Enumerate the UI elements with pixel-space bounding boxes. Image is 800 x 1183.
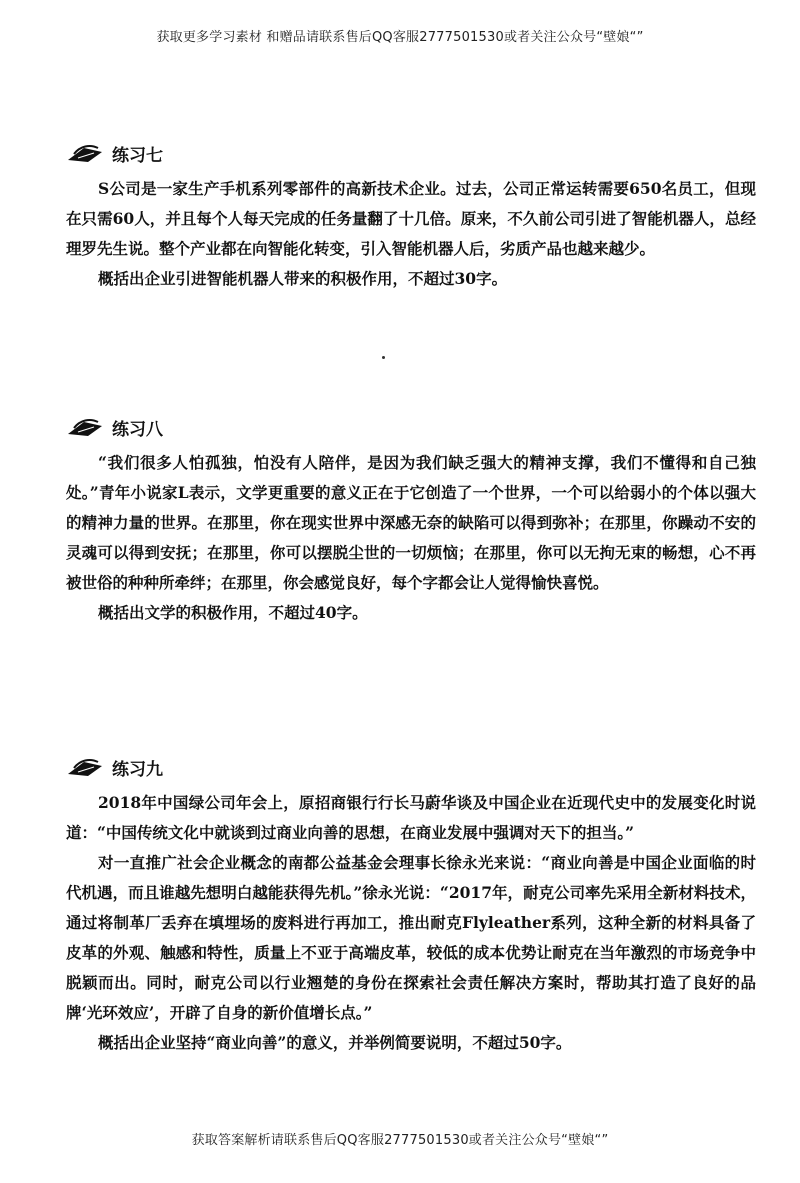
- page-header: 获取更多学习素材 和赠品请联系售后QQ客服2777501530或者关注公众号“壁娘“”: [156, 30, 644, 45]
- book-icon: [66, 756, 104, 778]
- exercise-question: 概括出文学的积极作用，不超过40字。: [98, 603, 368, 622]
- book-icon: [66, 416, 104, 438]
- exercise-7: [66, 138, 756, 294]
- exercise-title: 练习七: [112, 145, 163, 166]
- exercise-title: 练习九: [112, 759, 163, 780]
- exercise-text: 2018年中国绿公司年会上，原招商银行行长马蔚华谈及中国企业在近现代史中的发展变化时说道：“中国传统文化中就谈到过商业向善的思想，在商业发展中强调对天下的担当。”: [66, 793, 756, 842]
- exercise-question: 概括出企业坚持“商业向善”的意义，并举例简要说明，不超过50字。: [98, 1033, 572, 1052]
- exercise-text: 对一直推广社会企业概念的南都公益基金会理事长徐永光来说：“商业向善是中国企业面临的时代机遇，而且谁越先想明白越能获得先机。”徐永光说：“2017年，耐克公司率先采用全新材料技术，通过将制革厂丢弃在填埋场的废料进行再加工，推出耐克Flyleather系列，这种全新的材料具备了皮革的外观、触感和特性，质量上不亚于高端皮革，较低的成本优势让耐克在当年激烈的市场竞争中脱颖而出。同时，耐克公司以行业翘楚的身份在探索社会责任解决方案时，帮助其打造了良好的品牌‘光环效应’，开辟了自身的新价值增长点。”: [66, 853, 756, 1022]
- exercise-text: S公司是一家生产手机系列零部件的高新技术企业。过去，公司正常运转需要650名员工，但现在只需60人，并且每个人每天完成的任务量翻了十几倍。原来，不久前公司引进了智能机器人，总经理罗先生说。整个产业都在向智能化转变，引入智能机器人后，劣质产品也越来越少。: [66, 179, 756, 258]
- page-footer: 获取答案解析请联系售后QQ客服2777501530或者关注公众号“壁娘“”: [191, 1133, 609, 1148]
- exercise-text: “我们很多人怕孤独，怕没有人陪伴，是因为我们缺乏强大的精神支撑，我们不懂得和自己独处。”青年小说家L表示，文学更重要的意义正在于它创造了一个世界，一个可以给弱小的个体以强大的精神力量的世界。在那里，你在现实世界中深感无奈的缺陷可以得到弥补；在那里，你躁动不安的灵魂可以得到安抚；在那里，你可以摆脱尘世的一切烦恼；在那里，你可以无拘无束的畅想，心不再被世俗的种种所牵绊；在那里，你会感觉良好，每个字都会让人觉得愉快喜悦。: [66, 453, 756, 592]
- book-icon: [66, 142, 104, 164]
- exercise-heading: [66, 752, 756, 782]
- scan-speck: [382, 356, 385, 359]
- exercise-heading: [66, 412, 756, 442]
- exercise-title: 练习八: [112, 419, 163, 440]
- exercise-9: [66, 752, 756, 1058]
- exercise-heading: [66, 138, 756, 168]
- exercise-question: 概括出企业引进智能机器人带来的积极作用，不超过30字。: [98, 269, 508, 288]
- exercise-8: [66, 412, 756, 628]
